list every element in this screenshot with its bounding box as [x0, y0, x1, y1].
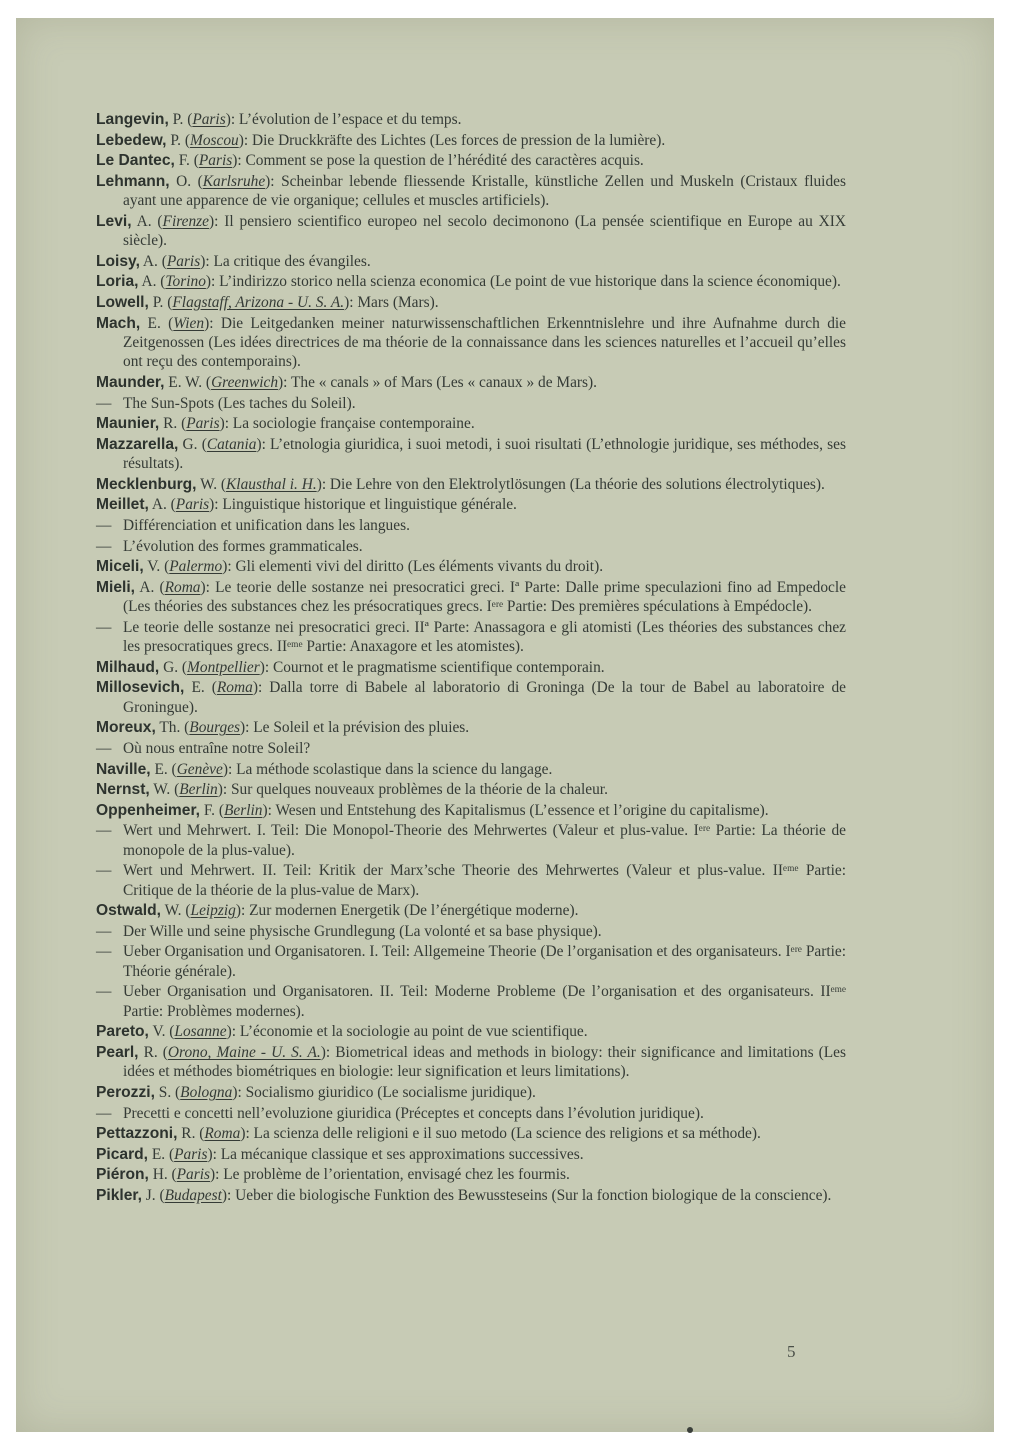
- author-city: Berlin: [179, 781, 218, 799]
- author-initial: R. (: [159, 415, 187, 433]
- work-title: The Sun-Spots (Les taches du Soleil).: [123, 394, 356, 412]
- author-city: Karlsruhe: [202, 172, 266, 190]
- author-name: Lehmann,: [96, 172, 170, 190]
- author-initial: W. (: [161, 902, 191, 920]
- author-name: Millosevich,: [96, 679, 185, 697]
- work-title: ): L’évolution de l’espace et du temps.: [225, 111, 462, 128]
- author-city: Losanne: [174, 1023, 227, 1041]
- bibliography-entry: [96, 414, 846, 433]
- author-city: Roma: [204, 1125, 241, 1143]
- work-title: Où nous entraîne notre Soleil?: [123, 739, 311, 757]
- bibliography-entry: [96, 718, 846, 737]
- author-name: Nernst,: [96, 781, 150, 799]
- author-name: Lebedew,: [96, 131, 167, 149]
- author-city: Paris: [166, 252, 201, 270]
- author-name: Perozzi,: [96, 1084, 155, 1102]
- work-title: ): Die Lehre von den Elektrolytlösungen (La théorie des solutions électrolytiques).: [316, 475, 825, 493]
- bibliography-entry: [96, 678, 846, 717]
- bibliography-sub-entry: [96, 1104, 846, 1123]
- bibliography-sub-entry: [96, 922, 846, 941]
- author-name: Loisy,: [96, 252, 140, 270]
- bibliography-sub-entry: [96, 739, 846, 758]
- author-name: Piéron,: [96, 1166, 149, 1184]
- author-city: Paris: [174, 1145, 208, 1163]
- author-name: Lowell,: [96, 293, 149, 311]
- author-initial: J. (: [141, 1187, 165, 1205]
- work-title: ): L’indirizzo storico nella scienza economica (Le point de vue historique dans la science économique).: [205, 273, 841, 291]
- author-city: Klausthal i. H.: [226, 475, 317, 493]
- bibliography-sub-entry: [96, 394, 846, 413]
- bibliography-entry: [96, 780, 846, 799]
- author-city: Palermo: [169, 558, 223, 576]
- author-name: Naville,: [96, 760, 151, 778]
- author-city: Flagstaff, Arizona - U. S. A.: [172, 293, 345, 311]
- author-name: Loria,: [96, 273, 139, 291]
- bibliography-entry: [96, 172, 846, 211]
- author-city: Montpellier: [187, 658, 260, 676]
- author-initial: R. (: [177, 1125, 205, 1143]
- work-title: ): Die Leitgedanken meiner naturwissenschaftlichen Erkenntnislehre und ihre Aufnahme durch die Zeitgenossen (Les idées directrices de ma théorie de la connaissance dans les sciences naturelles et l’accueil qu’elles ont reçu des contemporains).: [123, 314, 846, 371]
- author-initial: O. (: [169, 172, 203, 190]
- bibliography-entry: [96, 1083, 846, 1102]
- author-city: Torino: [165, 273, 206, 291]
- work-title: L’évolution des formes grammaticales.: [123, 537, 363, 555]
- bibliography-entry: [96, 373, 846, 392]
- author-initial: A. (: [148, 496, 176, 514]
- bibliography-entry: [96, 1165, 846, 1184]
- bibliography-sub-entry: [96, 537, 846, 556]
- bibliography-entry: [96, 1186, 846, 1205]
- author-initial: E. (: [140, 314, 174, 332]
- author-name: Mecklenburg,: [96, 475, 197, 493]
- bibliography-entry: [96, 495, 846, 514]
- author-initial: E. W. (: [164, 373, 212, 391]
- work-title: ): Die Druckkräfte des Lichtes (Les forces de pression de la lumière).: [238, 131, 666, 149]
- work-title: ): Comment se pose la question de l’hérédité des caractères acquis.: [232, 152, 644, 170]
- author-city: Firenze: [162, 212, 209, 230]
- work-title: ): Il pensiero scientifico europeo nel secolo decimonono (La pensée scientifique en Europe au XIX siècle).: [123, 212, 846, 250]
- bibliography-sub-entry: [96, 942, 846, 981]
- author-initial: P. (: [166, 131, 191, 149]
- author-initial: H. (: [148, 1166, 177, 1184]
- work-title: ): Zur modernen Energetik (De l’énergétique moderne).: [235, 902, 579, 920]
- author-city: Greenwich: [211, 373, 279, 391]
- author-name: Mazzarella,: [96, 435, 179, 453]
- author-initial: E. (: [150, 760, 177, 778]
- work-title: Der Wille und seine physische Grundlegung (La volonté et sa base physique).: [123, 922, 602, 940]
- author-initial: E. (: [148, 1145, 175, 1163]
- author-name: Ostwald,: [96, 902, 161, 920]
- bibliography-entry: [96, 1145, 846, 1164]
- author-city: Paris: [176, 1166, 211, 1184]
- work-title: ): Dalla torre di Babele al laboratorio di Groninga (De la tour de Babel au laboratoire de Groningue).: [123, 679, 846, 716]
- bibliography-entry: [96, 901, 846, 920]
- bibliography-entry: [96, 212, 846, 251]
- work-title: ): Le teorie delle sostanze nei presocratici greci. Iª Parte: Dalle prime speculazioni fino ad Empedocle (Les théories des substances chez les présocratiques grecs. Iᵉʳᵉ Partie: Des premières spéculations à Empédocle).: [123, 578, 847, 616]
- bibliography-entry: [96, 272, 846, 291]
- bibliography-entry: [96, 131, 846, 150]
- work-title: ): Socialismo giuridico (Le socialisme juridique).: [232, 1084, 536, 1102]
- work-title: ): Wesen und Entstehung des Kapitalismus (L’essence et l’origine du capitalisme).: [262, 801, 769, 819]
- work-title: ): Mars (Mars).: [344, 293, 439, 311]
- work-title: ): Ueber die biologische Funktion des Bewussteseins (Sur la fonction biologique de la conscience).: [221, 1187, 832, 1205]
- author-initial: V. (: [148, 1023, 175, 1041]
- author-city: Berlin: [224, 801, 263, 819]
- author-city: Budapest: [164, 1187, 222, 1205]
- work-title: ): Cournot et le pragmatisme scientifique contemporain.: [259, 658, 605, 676]
- bibliography-sub-entry: [96, 516, 846, 535]
- author-city: Genève: [176, 760, 223, 778]
- ink-dot: [687, 1427, 693, 1433]
- author-city: Wien: [173, 314, 205, 332]
- author-initial: P. (: [168, 111, 193, 128]
- author-city: Roma: [164, 578, 201, 596]
- author-initial: F. (: [174, 152, 199, 170]
- bibliography-entry: [96, 801, 846, 820]
- author-initial: R. (: [138, 1044, 168, 1062]
- ditto-dash: —: [96, 537, 112, 555]
- bibliography-entry: [96, 475, 846, 494]
- author-initial: V. (: [143, 558, 170, 576]
- bibliography-entry: [96, 435, 846, 474]
- author-name: Mieli,: [96, 578, 135, 596]
- bibliography-sub-entry: [96, 982, 846, 1021]
- ditto-dash: —: [96, 983, 112, 1001]
- ditto-dash: —: [96, 922, 112, 940]
- author-initial: A. (: [139, 252, 167, 270]
- author-name: Miceli,: [96, 558, 144, 576]
- work-title: Ueber Organisation und Organisatoren. I. Teil: Allgemeine Theorie (De l’organisation et des organisateurs. Iᵉʳᵉ Partie: Théorie générale).: [123, 943, 846, 980]
- paper-sheet: [16, 18, 994, 1432]
- author-name: Moreux,: [96, 719, 156, 737]
- author-name: Oppenheimer,: [96, 801, 200, 819]
- author-initial: A. (: [131, 212, 163, 230]
- work-title: ): La méthode scolastique dans la science du langage.: [222, 760, 553, 778]
- ditto-dash: —: [96, 516, 112, 534]
- author-city: Paris: [192, 111, 226, 128]
- ditto-dash: —: [96, 618, 112, 636]
- author-name: Langevin,: [96, 111, 169, 128]
- author-initial: W. (: [149, 781, 180, 799]
- bibliography-sub-entry: [96, 618, 846, 657]
- bibliography-sub-entry: [96, 861, 846, 900]
- author-name: Maunder,: [96, 373, 165, 391]
- ditto-dash: —: [96, 822, 112, 840]
- work-title: Wert und Mehrwert. I. Teil: Die Monopol-Theorie des Mehrwertes (Valeur et plus-value. Iᵉʳᵉ Partie: La théorie de monopole de la plus-value).: [123, 822, 846, 859]
- author-name: Le Dantec,: [96, 152, 175, 170]
- work-title: Wert und Mehrwert. II. Teil: Kritik der Marx’sche Theorie des Mehrwertes (Valeur et plus-value. IIᵉᵐᵉ Partie: Critique de la théorie de la plus-value de Marx).: [123, 862, 846, 899]
- work-title: ): The « canals » of Mars (Les « canaux » de Mars).: [278, 373, 597, 391]
- bibliography-entry: [96, 1043, 846, 1082]
- author-initial: A. (: [138, 273, 166, 291]
- author-initial: G. (: [178, 435, 207, 453]
- author-name: Pareto,: [96, 1023, 149, 1041]
- work-title: Le teorie delle sostanze nei presocratici greci. IIª Parte: Anassagora e gli atomisti (Les théories des substances chez les presocratiques grecs. IIᵉᵐᵉ Partie: Anaxagore et les atomistes).: [123, 618, 846, 656]
- ditto-dash: —: [96, 394, 112, 412]
- author-city: Bourges: [189, 719, 241, 737]
- bibliography-entry: [96, 1022, 846, 1041]
- author-initial: Th. (: [155, 719, 190, 737]
- work-title: Precetti e concetti nell’evoluzione giuridica (Préceptes et concepts dans l’évolution juridique).: [123, 1104, 704, 1122]
- work-title: ): Sur quelques nouveaux problèmes de la théorie de la chaleur.: [217, 781, 608, 799]
- author-city: Bologna: [180, 1084, 233, 1102]
- bibliography-list: [96, 110, 846, 1207]
- author-name: Mach,: [96, 314, 141, 332]
- author-name: Pikler,: [96, 1187, 142, 1205]
- author-city: Leipzig: [190, 902, 236, 920]
- bibliography-sub-entry: [96, 821, 846, 860]
- page-number: 5: [787, 1342, 796, 1361]
- work-title: ): La sociologie française contemporaine.: [219, 415, 475, 433]
- work-title: ): Scheinbar lebende fliessende Kristalle, künstliche Zellen und Muskeln (Cristaux fluides ayant une apparence de vie organique; cellules et muscles artificiels).: [123, 172, 846, 210]
- bibliography-entry: [96, 557, 846, 576]
- ditto-dash: —: [96, 862, 112, 880]
- bibliography-entry: [96, 110, 846, 129]
- author-initial: P. (: [148, 293, 173, 311]
- author-name: Pettazzoni,: [96, 1125, 178, 1143]
- author-city: Orono, Maine - U. S. A.: [167, 1044, 321, 1062]
- author-name: Pearl,: [96, 1044, 139, 1062]
- author-city: Paris: [175, 496, 210, 514]
- author-name: Picard,: [96, 1145, 149, 1163]
- work-title: Ueber Organisation und Organisatoren. II. Teil: Moderne Probleme (De l’organisation et des organisateurs. IIᵉᵐᵉ Partie: Problèmes modernes).: [123, 983, 846, 1020]
- ditto-dash: —: [96, 1104, 112, 1122]
- work-title: ): La critique des évangiles.: [200, 252, 371, 270]
- author-city: Paris: [198, 152, 233, 170]
- author-initial: A. (: [135, 578, 165, 596]
- work-title: ): La mécanique classique et ses approximations successives.: [207, 1145, 584, 1163]
- bibliography-entry: [96, 252, 846, 271]
- author-city: Roma: [216, 679, 253, 697]
- author-city: Catania: [206, 435, 257, 453]
- work-title: ): L’économie et la sociologie au point de vue scientifique.: [226, 1023, 588, 1041]
- bibliography-entry: [96, 1124, 846, 1143]
- bibliography-entry: [96, 578, 846, 617]
- author-initial: F. (: [200, 801, 224, 819]
- work-title: ): Gli elementi vivi del diritto (Les éléments vivants du droit).: [222, 558, 604, 576]
- bibliography-entry: [96, 293, 846, 312]
- bibliography-entry: [96, 760, 846, 779]
- work-title: ): Biometrical ideas and methods in biology: their significance and limitations (Les idées et méthodes biométriques en biologie: leur signification et leurs limitations).: [123, 1044, 846, 1081]
- bibliography-entry: [96, 658, 846, 677]
- ditto-dash: —: [96, 739, 112, 757]
- author-initial: W. (: [196, 475, 227, 493]
- ditto-dash: —: [96, 943, 112, 961]
- work-title: ): L’etnologia giuridica, i suoi metodi, i suoi risultati (L’ethnologie juridique, ses méthodes, ses résultats).: [123, 435, 846, 473]
- work-title: ): Le problème de l’orientation, envisagé chez les fourmis.: [210, 1166, 570, 1184]
- work-title: ): Linguistique historique et linguistique générale.: [209, 496, 517, 514]
- work-title: Différenciation et unification dans les langues.: [123, 516, 410, 534]
- author-name: Meillet,: [96, 496, 149, 514]
- author-initial: G. (: [159, 658, 188, 676]
- author-initial: E. (: [184, 679, 217, 697]
- work-title: ): Le Soleil et la prévision des pluies.: [240, 719, 470, 737]
- author-city: Moscou: [190, 131, 239, 149]
- author-initial: S. (: [154, 1084, 181, 1102]
- author-name: Milhaud,: [96, 658, 160, 676]
- author-city: Paris: [186, 415, 220, 433]
- work-title: ): La scienza delle religioni e il suo metodo (La science des religions et sa méthode).: [240, 1125, 761, 1143]
- bibliography-entry: [96, 151, 846, 170]
- author-name: Levi,: [96, 212, 132, 230]
- bibliography-entry: [96, 314, 846, 372]
- author-name: Maunier,: [96, 415, 160, 433]
